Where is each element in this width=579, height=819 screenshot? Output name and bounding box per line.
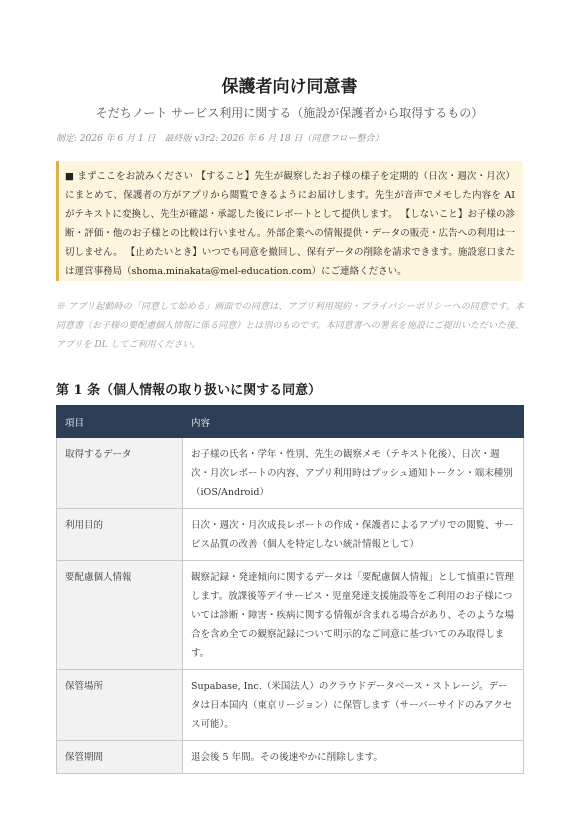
document-meta: 制定: 2026 年 6 月 1 日 最終版 v3r2: 2026 年 6 月 18 日（同意フロー整合） — [56, 134, 384, 144]
table-header-content: 内容 — [183, 406, 524, 438]
row-label: 取得するデータ — [57, 438, 183, 509]
row-label: 利用目的 — [57, 509, 183, 561]
table-row — [57, 438, 524, 509]
row-value: お子様の氏名・学年・性別、先生の観察メモ（テキスト化後）、日次・週次・月次レポートの内容、アプリ利用時はプッシュ通知トークン・端末種別（iOS/Android） — [183, 438, 524, 509]
app-consent-note: ※ アプリ起動時の「同意して始める」画面での同意は、アプリ利用規約・プライバシーポリシーへの同意です。本同意書（お子様の要配慮個人情報に係る同意）とは別のものです。本同意書への署名を施設にご提出いただいた後、アプリを DL してご利用ください。 — [56, 302, 524, 350]
document-title: 保護者向け同意書 — [221, 77, 358, 97]
table-row — [57, 561, 524, 670]
row-label: 要配慮個人情報 — [57, 561, 183, 670]
summary-notice-box — [56, 161, 523, 281]
summary-notice-text: ■ まずここをお読みください 【すること】先生が観察したお子様の様子を定期的（日次・週次・月次）にまとめて、保護者の方がアプリから閲覧できるようにお届けします。先生が音声でメモした内容を AI がテキストに変換し、先生が確認・承認した後にレポートとして提供します。 【しないこと】お子様の診断・評価・他のお子様との比較は行いません。外部企業への情報提供・データの販売・広告への利用は一切しません。 【止めたいとき】いつでも同意を撤回し、保有データの削除を請求できます。施設窓口または運営事務局（shoma.minakata@mel-education.com）にご連絡ください。 — [65, 171, 515, 277]
table-row — [57, 670, 524, 741]
row-value: 観察記録・発達傾向に関するデータは「要配慮個人情報」として慎重に管理します。放課後等デイサービス・児童発達支援施設等をご利用のお子様については診断・障害・疾病に関する情報が含まれる場合があり、そのような場合を含め全ての観察記録について明示的なご同意に基づいてのみ取得します。 — [183, 561, 524, 670]
table-header-item: 項目 — [57, 406, 183, 438]
row-label: 保管場所 — [57, 670, 183, 741]
row-value: Supabase, Inc.（米国法人）のクラウドデータベース・ストレージ。データは日本国内（東京リージョン）に保管します（サーバーサイドのみアクセス可能）。 — [183, 670, 524, 741]
row-value: 退会後 5 年間。その後速やかに削除します。 — [183, 741, 524, 774]
table-row — [57, 509, 524, 561]
section-1-title: 第 1 条（個人情報の取り扱いに関する同意） — [56, 383, 322, 398]
table-header-row — [57, 406, 524, 438]
section-1-table — [56, 405, 524, 774]
row-value: 日次・週次・月次成長レポートの作成・保護者によるアプリでの閲覧、サービス品質の改善（個人を特定しない統計情報として） — [183, 509, 524, 561]
document-subtitle: そだちノート サービス利用に関する（施設が保護者から取得するもの） — [95, 106, 484, 120]
row-label: 保管期間 — [57, 741, 183, 774]
table-row — [57, 741, 524, 774]
